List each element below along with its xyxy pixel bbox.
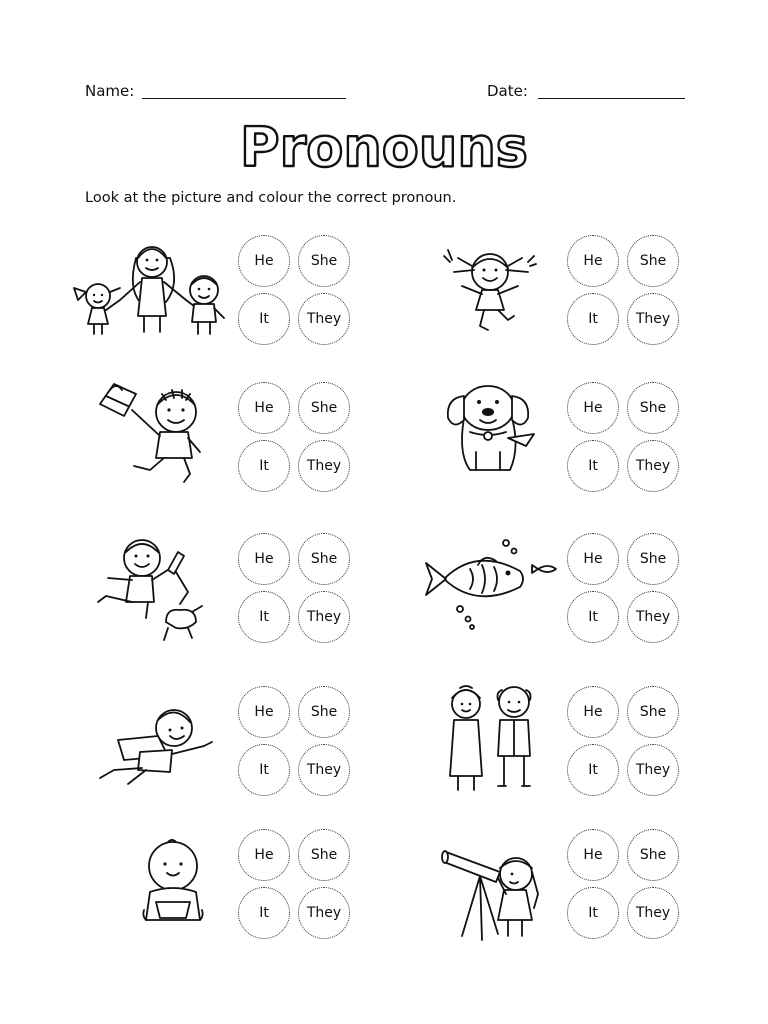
- pronoun-bubble-she[interactable]: She: [627, 382, 679, 434]
- pronoun-group-2: [567, 235, 691, 351]
- date-line[interactable]: [538, 98, 685, 99]
- pronoun-bubble-he[interactable]: He: [238, 382, 290, 434]
- pronoun-bubble-it[interactable]: It: [238, 293, 290, 345]
- pronoun-bubble-they[interactable]: They: [298, 591, 350, 643]
- flying-boy-picture: [94, 700, 218, 792]
- pronoun-group-5: [238, 533, 362, 649]
- pronoun-bubble-he[interactable]: He: [567, 829, 619, 881]
- grandparents-picture: [440, 680, 544, 798]
- pronoun-bubble-they[interactable]: They: [627, 744, 679, 796]
- pronoun-bubble-she[interactable]: She: [627, 533, 679, 585]
- name-label: Name:: [85, 82, 135, 100]
- pronoun-bubble-she[interactable]: She: [627, 829, 679, 881]
- telescope-picture: [440, 832, 548, 944]
- pronoun-bubble-she[interactable]: She: [627, 235, 679, 287]
- instructions: Look at the picture and colour the correct pronoun.: [85, 190, 457, 206]
- pronoun-bubble-it[interactable]: It: [567, 744, 619, 796]
- pronoun-bubble-it[interactable]: It: [567, 887, 619, 939]
- pronoun-bubble-they[interactable]: They: [627, 887, 679, 939]
- family-picture: [68, 238, 233, 338]
- pronoun-bubble-he[interactable]: He: [567, 235, 619, 287]
- page-title: [0, 108, 768, 188]
- pronoun-bubble-he[interactable]: He: [238, 829, 290, 881]
- pronoun-bubble-they[interactable]: They: [298, 293, 350, 345]
- pronoun-bubble-it[interactable]: It: [238, 440, 290, 492]
- pronoun-bubble-she[interactable]: She: [298, 533, 350, 585]
- pronoun-bubble-he[interactable]: He: [238, 686, 290, 738]
- pronoun-bubble-it[interactable]: It: [238, 887, 290, 939]
- pronoun-bubble-he[interactable]: He: [238, 533, 290, 585]
- pronoun-bubble-they[interactable]: They: [298, 887, 350, 939]
- pronoun-bubble-they[interactable]: They: [298, 440, 350, 492]
- pronoun-bubble-she[interactable]: She: [298, 382, 350, 434]
- title-text: Pronouns: [240, 116, 528, 179]
- pronoun-group-9: [238, 829, 362, 945]
- pronoun-group-3: [238, 382, 362, 498]
- schoolboy-picture: [96, 378, 216, 488]
- dog-picture: [442, 378, 544, 476]
- pronoun-bubble-they[interactable]: They: [627, 591, 679, 643]
- name-line[interactable]: [142, 98, 346, 99]
- pronoun-bubble-it[interactable]: It: [567, 591, 619, 643]
- pronoun-group-7: [238, 686, 362, 802]
- pronoun-group-1: [238, 235, 362, 351]
- pronoun-bubble-she[interactable]: She: [298, 235, 350, 287]
- date-label: Date:: [487, 82, 528, 100]
- pronoun-bubble-he[interactable]: He: [567, 686, 619, 738]
- pronoun-bubble-it[interactable]: It: [567, 440, 619, 492]
- pronoun-group-4: [567, 382, 691, 498]
- pronoun-bubble-it[interactable]: It: [567, 293, 619, 345]
- pronoun-bubble-she[interactable]: She: [298, 829, 350, 881]
- pronoun-bubble-they[interactable]: They: [627, 293, 679, 345]
- pronoun-bubble-it[interactable]: It: [238, 591, 290, 643]
- pronoun-bubble-he[interactable]: He: [567, 533, 619, 585]
- pronoun-bubble-it[interactable]: It: [238, 744, 290, 796]
- pronoun-group-10: [567, 829, 691, 945]
- pronoun-group-6: [567, 533, 691, 649]
- boy-kite-picture: [92, 532, 208, 646]
- pronoun-bubble-she[interactable]: She: [298, 686, 350, 738]
- girl-picture: [438, 242, 548, 337]
- pronoun-bubble-he[interactable]: He: [238, 235, 290, 287]
- pronoun-bubble-he[interactable]: He: [567, 382, 619, 434]
- baby-picture: [138, 836, 208, 928]
- pronoun-bubble-they[interactable]: They: [298, 744, 350, 796]
- pronoun-bubble-she[interactable]: She: [627, 686, 679, 738]
- pronoun-group-8: [567, 686, 691, 802]
- fish-picture: [420, 535, 565, 630]
- pronoun-bubble-they[interactable]: They: [627, 440, 679, 492]
